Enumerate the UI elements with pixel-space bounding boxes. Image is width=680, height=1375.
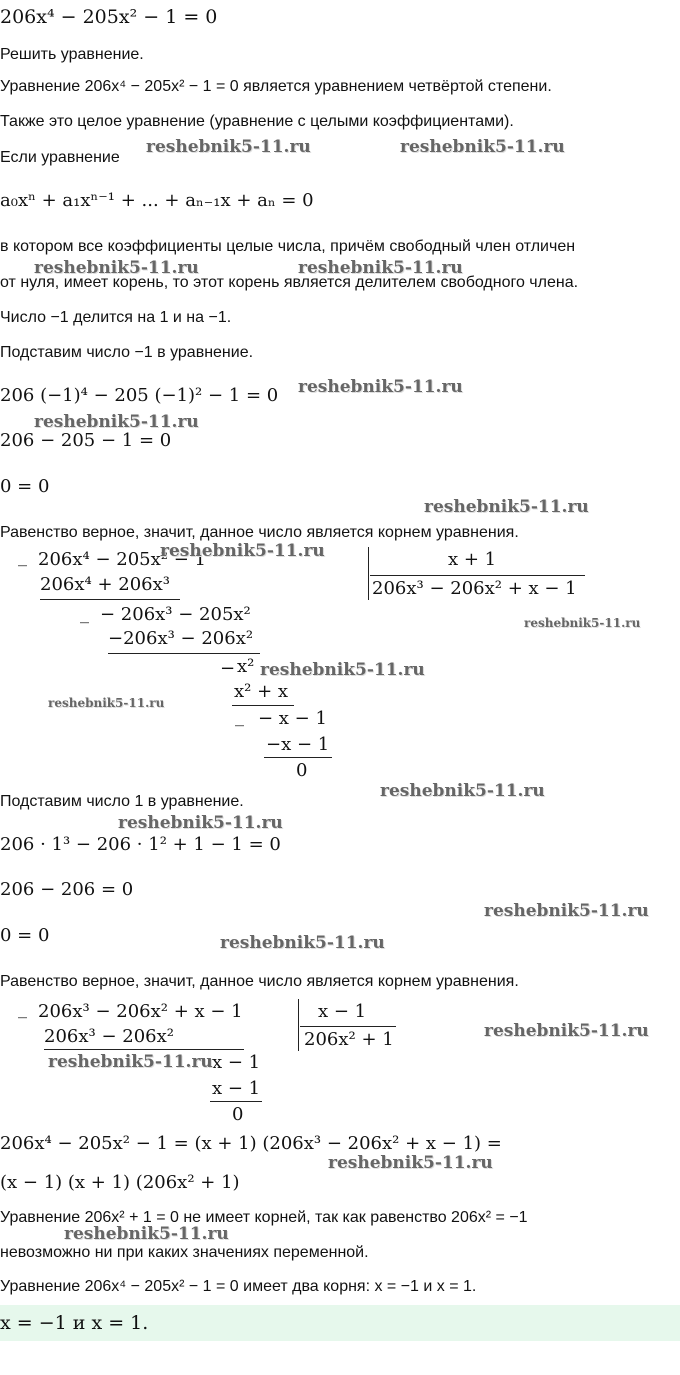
watermark: reshebnik5-11.ru [34, 412, 199, 432]
division2-row: 206x³ − 206x² [44, 1026, 174, 1047]
substitution-line: 206 − 206 = 0 [0, 879, 134, 900]
watermark: reshebnik5-11.ru [146, 137, 311, 157]
watermark: reshebnik5-11.ru [48, 696, 165, 710]
division1-row: x² [237, 656, 255, 677]
text-line: Число −1 делится на 1 и на −1. [0, 309, 232, 326]
division-minus-sign: _ [18, 998, 27, 1019]
watermark: reshebnik5-11.ru [220, 933, 385, 953]
text-line: Подставим число 1 в уравнение. [0, 793, 244, 810]
watermark: reshebnik5-11.ru [160, 541, 325, 561]
division1-remainder: 0 [296, 760, 308, 781]
division1-rule [40, 599, 180, 600]
division-minus-sign: _ [80, 603, 89, 624]
watermark: reshebnik5-11.ru [298, 377, 463, 397]
division2-separator [298, 999, 299, 1051]
text-line: Уравнение 206x⁴ − 205x² − 1 = 0 является уравнением четвёртой степени. [0, 78, 552, 95]
division2-rule [300, 1026, 396, 1027]
text-line: Уравнение 206x⁴ − 205x² − 1 = 0 имеет два корня: x = −1 и x = 1. [0, 1278, 477, 1295]
division2-rule [44, 1049, 244, 1050]
text-line: от нуля, имеет корень, то этот корень является делителем свободного члена. [0, 274, 579, 291]
division-minus-sign: _ [18, 546, 27, 567]
text-line: Уравнение 206x² + 1 = 0 не имеет корней, так как равенство 206x² = −1 [0, 1209, 528, 1226]
division1-row: x² + x [234, 681, 289, 702]
watermark: reshebnik5-11.ru [118, 813, 283, 833]
division1-rule [370, 575, 585, 576]
text-line: Решить уравнение. [0, 46, 144, 63]
division-minus-sign: _ [235, 706, 244, 727]
factorization-line: 206x⁴ − 205x² − 1 = (x + 1) (206x³ − 206x² + x − 1) = [0, 1133, 502, 1154]
text-line: Подставим число −1 в уравнение. [0, 344, 254, 361]
division-minus-sign: − [220, 658, 236, 679]
division2-rule [210, 1101, 262, 1102]
division1-rule [264, 757, 332, 758]
division1-row: −206x³ − 206x² [108, 628, 254, 649]
answer-box [0, 1305, 680, 1341]
text-line: Также это целое уравнение (уравнение с целыми коэффициентами). [0, 113, 514, 130]
division1-quotient: 206x³ − 206x² + x − 1 [372, 578, 577, 599]
general-polynomial: a₀xⁿ + a₁xⁿ⁻¹ + ... + aₙ₋₁x + aₙ = 0 [0, 190, 314, 211]
division1-separator [368, 547, 369, 600]
division2-divisor: x − 1 [318, 1001, 367, 1022]
text-line: невозможно ни при каких значениях переменной. [0, 1244, 369, 1261]
division2-row: x − 1 [212, 1078, 261, 1099]
watermark: reshebnik5-11.ru [48, 1052, 213, 1072]
equation-title: 206x⁴ − 205x² − 1 = 0 [0, 6, 218, 28]
watermark: reshebnik5-11.ru [260, 660, 425, 680]
text-line: Равенство верное, значит, данное число является корнем уравнения. [0, 973, 519, 990]
division1-row: − 206x³ − 205x² [100, 604, 251, 625]
watermark: reshebnik5-11.ru [298, 258, 463, 278]
substitution-line: 0 = 0 [0, 925, 50, 946]
watermark: reshebnik5-11.ru [400, 137, 565, 157]
division2-dividend: 206x³ − 206x² + x − 1 [38, 1001, 243, 1022]
substitution-line: 0 = 0 [0, 476, 50, 497]
watermark: reshebnik5-11.ru [484, 1021, 649, 1041]
watermark: reshebnik5-11.ru [484, 901, 649, 921]
substitution-line: 206 − 205 − 1 = 0 [0, 430, 172, 451]
watermark: reshebnik5-11.ru [64, 1224, 229, 1244]
division2-row: x − 1 [212, 1052, 261, 1073]
text-line: в котором все коэффициенты целые числа, причём свободный член отличен [0, 238, 576, 255]
factorization-line: (x − 1) (x + 1) (206x² + 1) [0, 1172, 240, 1193]
watermark: reshebnik5-11.ru [524, 616, 641, 630]
division2-quotient: 206x² + 1 [304, 1029, 394, 1050]
watermark: reshebnik5-11.ru [424, 497, 589, 517]
division1-rule [108, 653, 260, 654]
division2-remainder: 0 [232, 1104, 244, 1125]
division1-row: −x − 1 [266, 734, 330, 755]
substitution-line: 206 (−1)⁴ − 205 (−1)² − 1 = 0 [0, 385, 279, 406]
text-line: Если уравнение [0, 149, 120, 166]
watermark: reshebnik5-11.ru [380, 781, 545, 801]
watermark: reshebnik5-11.ru [34, 258, 199, 278]
division1-dividend: 206x⁴ − 205x² − 1 [38, 549, 206, 570]
watermark: reshebnik5-11.ru [328, 1153, 493, 1173]
division1-divisor: x + 1 [448, 549, 497, 570]
division1-row: 206x⁴ + 206x³ [40, 574, 170, 595]
substitution-line: 206 · 1³ − 206 · 1² + 1 − 1 = 0 [0, 834, 281, 855]
text-line: Равенство верное, значит, данное число является корнем уравнения. [0, 524, 519, 541]
answer-text: x = −1 и x = 1. [0, 1312, 149, 1334]
division1-row: − x − 1 [258, 708, 327, 729]
